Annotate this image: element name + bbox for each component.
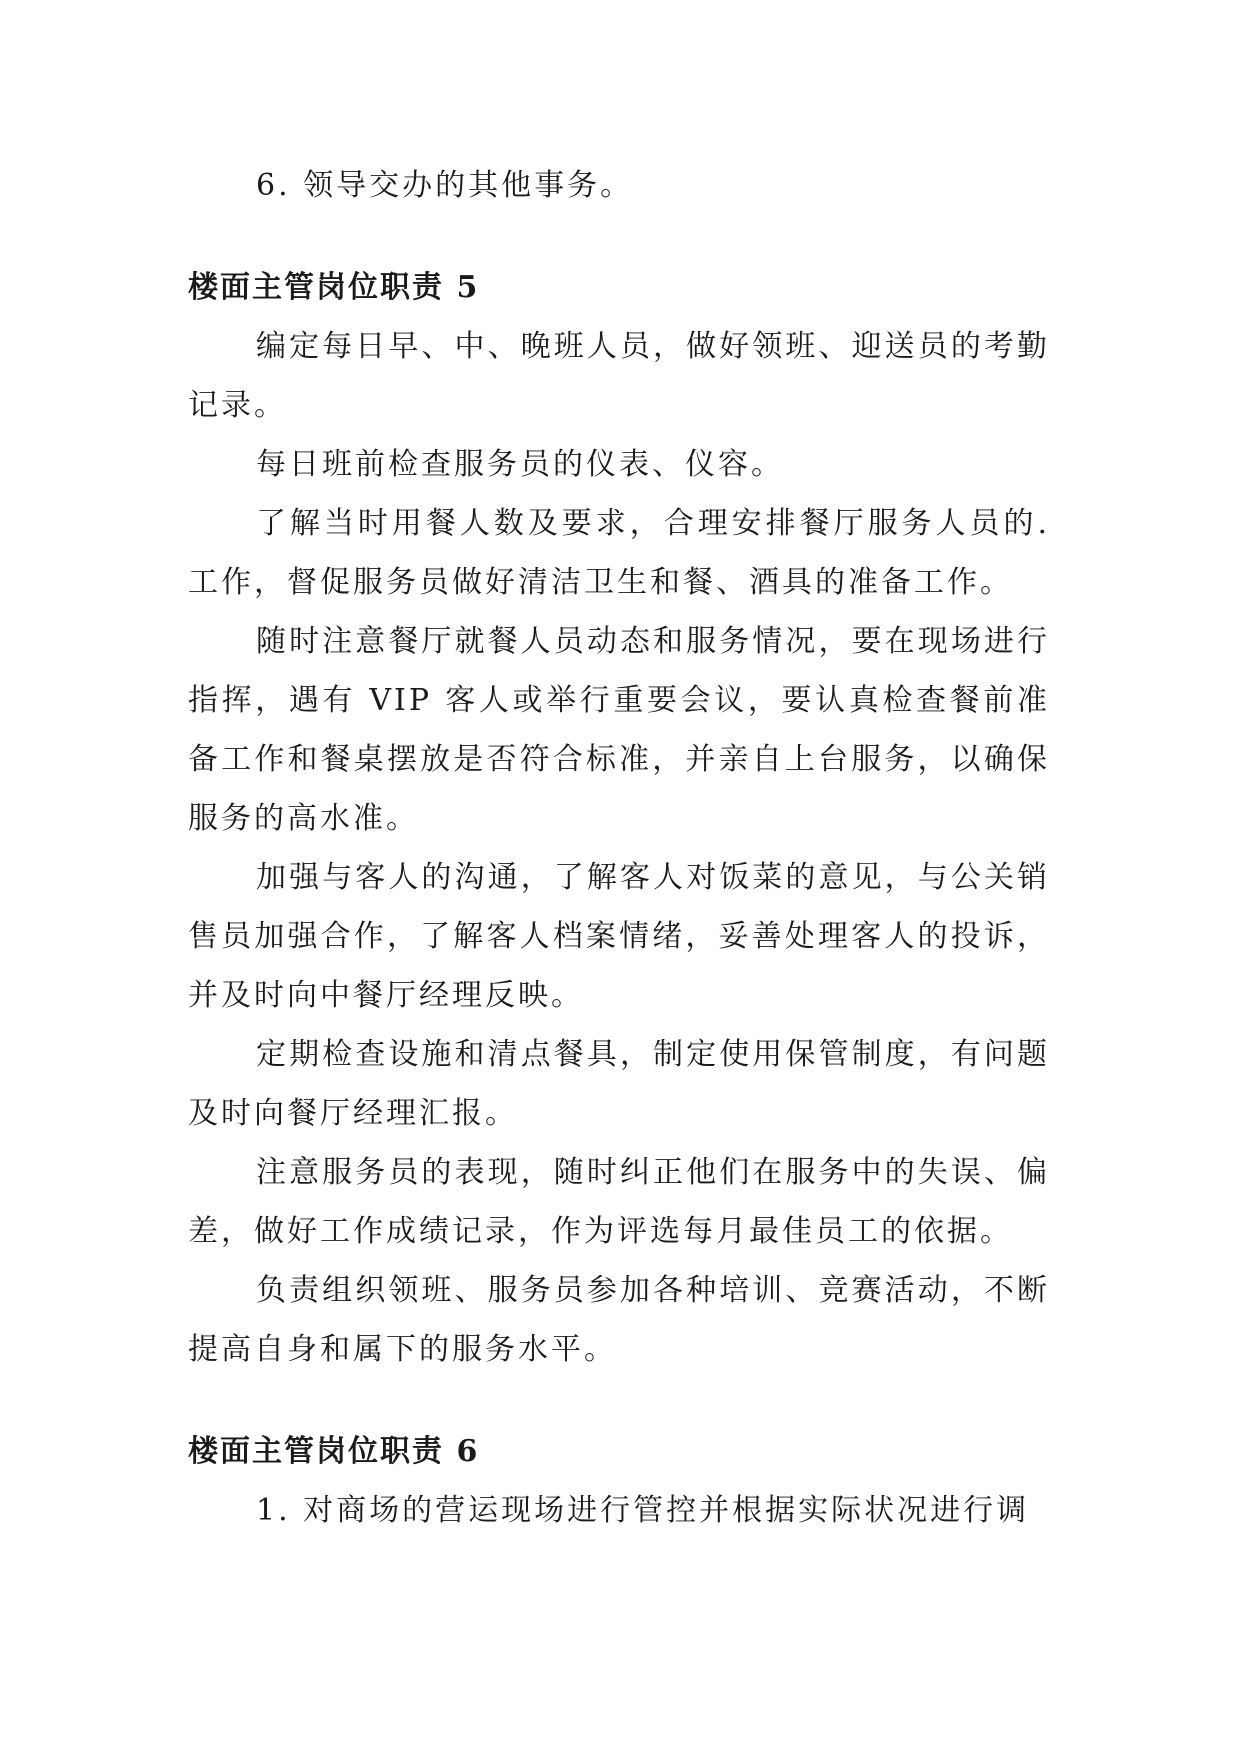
section-6-paragraph: 1. 对商场的营运现场进行管控并根据实际状况进行调	[256, 1493, 1030, 1528]
section-5-paragraph: 随时注意餐厅就餐人员动态和服务情况，要在现场进行指挥，遇有 VIP 客人或举行重要会议，要认真检查餐前准备工作和餐桌摆放是否符合标准，并亲自上台服务，以确保服务的高水准。	[188, 624, 1050, 836]
document-body	[188, 156, 1050, 1540]
section-5-paragraph: 编定每日早、中、晚班人员，做好领班、迎送员的考勤记录。	[188, 329, 1050, 423]
list-item-6: 6. 领导交办的其他事务。	[256, 168, 634, 203]
section-5-paragraph: 加强与客人的沟通，了解客人对饭菜的意见，与公关销售员加强合作，了解客人档案情绪，妥善处理客人的投诉，并及时向中餐厅经理反映。	[188, 860, 1050, 1013]
section-6-title: 楼面主管岗位职责 6	[188, 1434, 480, 1469]
section-5-paragraph: 注意服务员的表现，随时纠正他们在服务中的失误、偏差，做好工作成绩记录，作为评选每月最佳员工的依据。	[188, 1155, 1050, 1249]
section-5-title: 楼面主管岗位职责 5	[188, 270, 480, 305]
section-5-paragraph: 了解当时用餐人数及要求，合理安排餐厅服务人员的.工作，督促服务员做好清洁卫生和餐、酒具的准备工作。	[188, 506, 1050, 600]
section-5-paragraph: 定期检查设施和清点餐具，制定使用保管制度，有问题及时向餐厅经理汇报。	[188, 1037, 1050, 1131]
section-5-paragraph: 负责组织领班、服务员参加各种培训、竞赛活动，不断提高自身和属下的服务水平。	[188, 1273, 1050, 1367]
section-5-paragraph: 每日班前检查服务员的仪表、仪容。	[256, 447, 784, 482]
